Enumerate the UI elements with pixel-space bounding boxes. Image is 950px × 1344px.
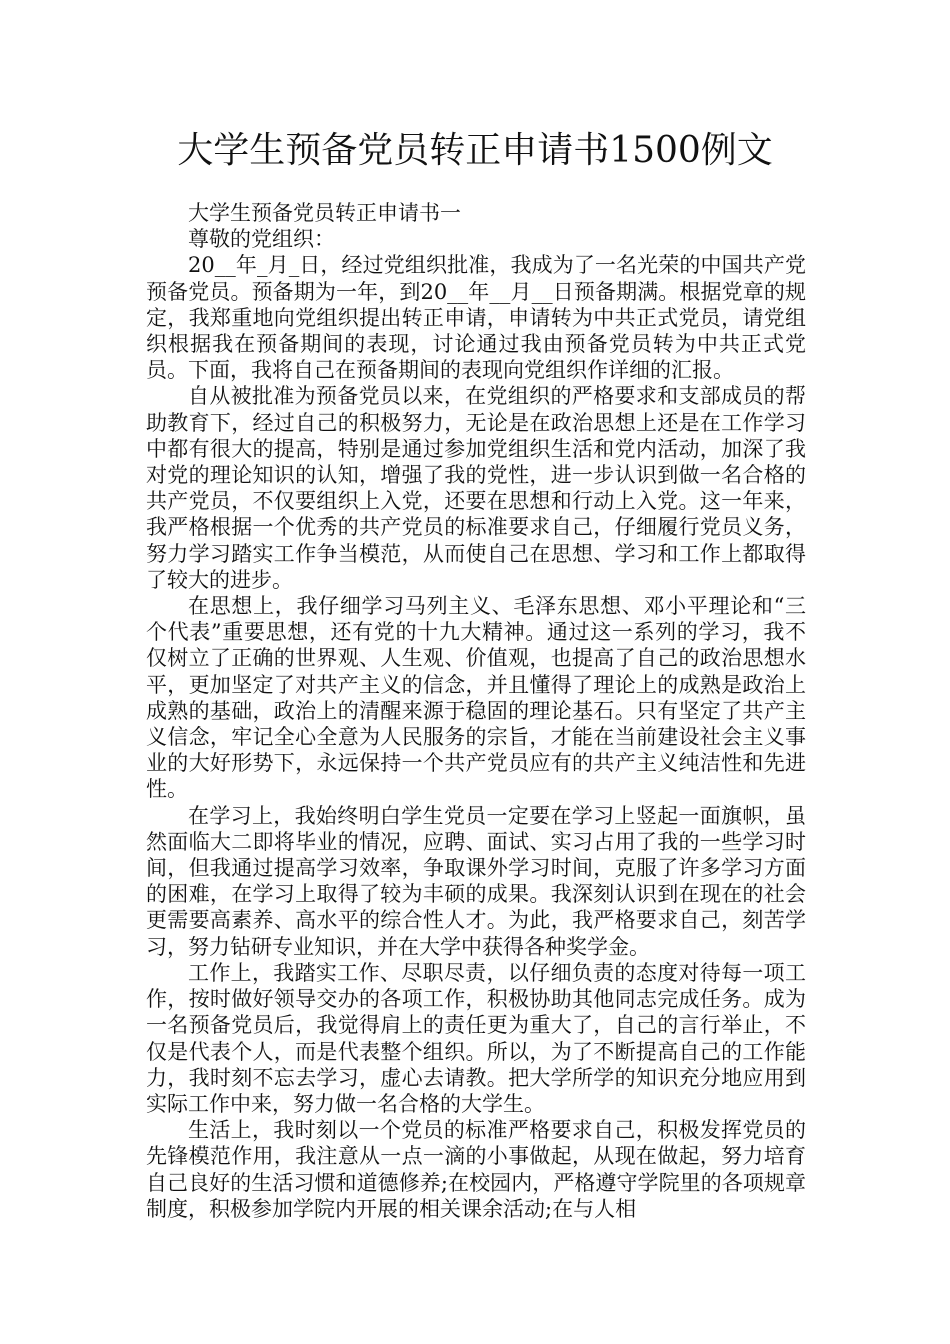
paragraph-intro: 20__年_月_日，经过党组织批准，我成为了一名光荣的中国共产党预备党员。预备期为一年，到20__年__月__日预备期满。根据党章的规定，我郑重地向党组织提出转正申请，申请转为中共正式党员，请党组织根据我在预备期间的表现，讨论通过我由预备党员转为中共正式党员。下面，我将自己在预备期间的表现向党组织作详细的汇报。 [146, 253, 806, 383]
paragraph-subtitle: 大学生预备党员转正申请书一 [188, 201, 461, 225]
paragraph-overview: 自从被批准为预备党员以来，在党组织的严格要求和支部成员的帮助教育下，经过自己的积极努力，无论是在政治思想上还是在工作学习中都有很大的提高，特别是通过参加党组织生活和党内活动，加深了我对党的理论知识的认知，增强了我的党性，进一步认识到做一名合格的共产党员，不仅要组织上入党，还要在思想和行动上入党。这一年来，我严格根据一个优秀的共产党员的标准要求自己，仔细履行党员义务，努力学习踏实工作争当模范，从而使自己在思想、学习和工作上都取得了较大的进步。 [146, 384, 806, 592]
paragraph-work: 工作上，我踏实工作、尽职尽责，以仔细负责的态度对待每一项工作，按时做好领导交办的各项工作，积极协助其他同志完成任务。成为一名预备党员后，我觉得肩上的责任更为重大了，自己的言行举止，不仅是代表个人，而是代表整个组织。所以，为了不断提高自己的工作能力，我时刻不忘去学习，虚心去请教。把大学所学的知识充分地应用到实际工作中来，努力做一名合格的大学生。 [146, 960, 806, 1116]
paragraph-life: 生活上，我时刻以一个党员的标准严格要求自己，积极发挥党员的先锋模范作用，我注意从一点一滴的小事做起，从现在做起，努力培育自己良好的生活习惯和道德修养;在校园内，严格遵守学院里的各项规章制度，积极参加学院内开展的相关课余活动;在与人相 [146, 1118, 806, 1221]
paragraph-study: 在学习上，我始终明白学生党员一定要在学习上竖起一面旗帜，虽然面临大二即将毕业的情况，应聘、面试、实习占用了我的一些学习时间，但我通过提高学习效率，争取课外学习时间，克服了许多学习方面的困难，在学习上取得了较为丰硕的成果。我深刻认识到在现在的社会更需要高素养、高水平的综合性人才。为此，我严格要求自己，刻苦学习，努力钻研专业知识，并在大学中获得各种奖学金。 [146, 803, 806, 959]
paragraph-thought: 在思想上，我仔细学习马列主义、毛泽东思想、邓小平理论和“三个代表”重要思想，还有党的十九大精神。通过这一系列的学习，我不仅树立了正确的世界观、人生观、价值观，也提高了自己的政治思想水平，更加坚定了对共产主义的信念，并且懂得了理论上的成熟是政治上成熟的基础，政治上的清醒来源于稳固的理论基石。只有坚定了共产主义信念，牢记全心全意为人民服务的宗旨，才能在当前建设社会主义事业的大好形势下，永远保持一个共产党员应有的共产主义纯洁性和先进性。 [146, 594, 806, 802]
document-title: 大学生预备党员转正申请书1500例文 [177, 130, 773, 171]
paragraph-salutation: 尊敬的党组织： [188, 227, 335, 252]
document-body [146, 200, 806, 1222]
